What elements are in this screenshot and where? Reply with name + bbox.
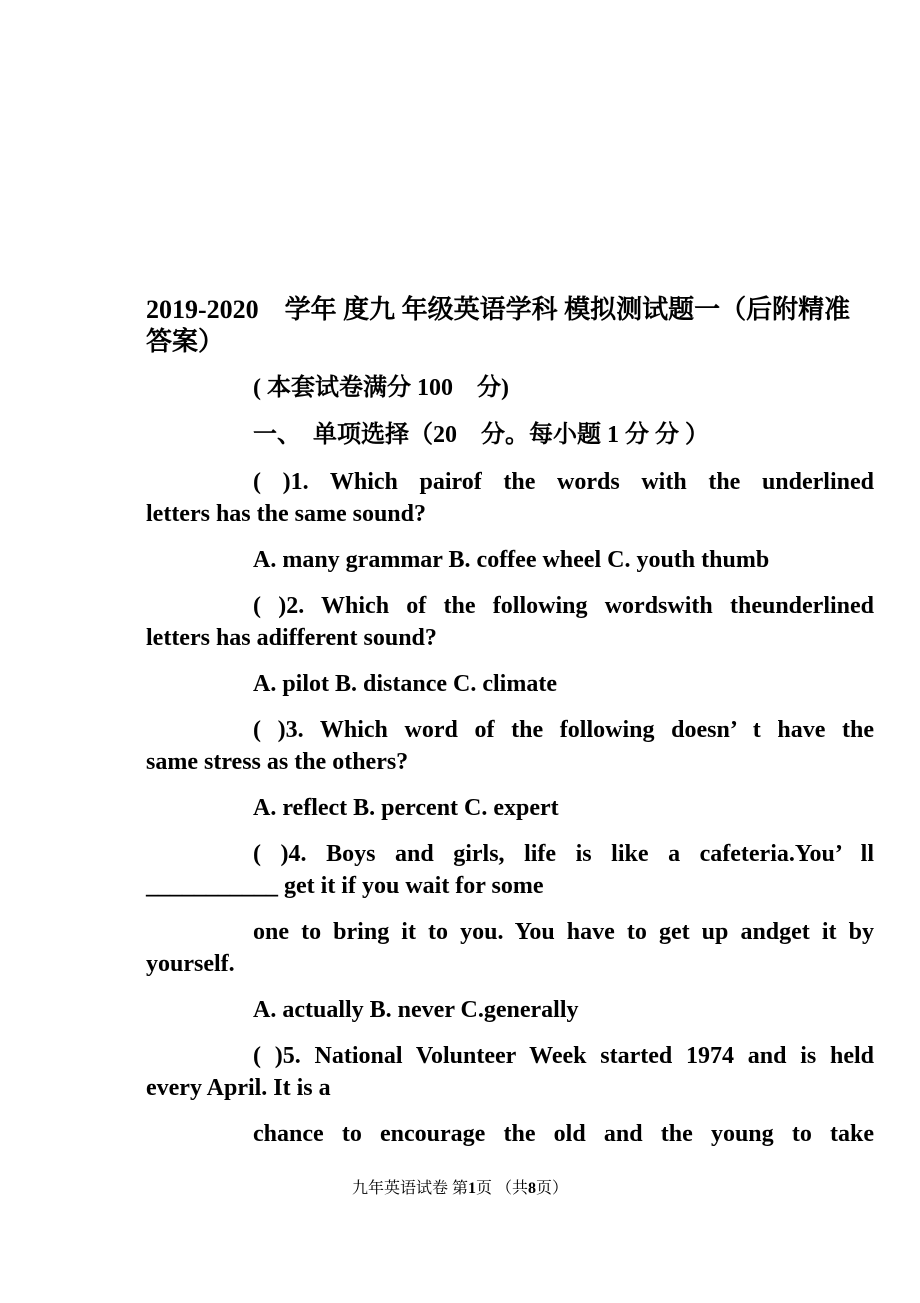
question-4-line-2: ___________ get it if you wait for some — [146, 873, 544, 899]
question-1-options: A. many grammar B. coffee wheel C. youth thumb — [253, 547, 770, 573]
question-4-line-3: one to bring it to you. You have to get up andget it by — [253, 919, 874, 945]
question-3-line-1: ( )3. Which word of the following doesn’ t have the — [253, 717, 874, 743]
footer-total-pages: 8 — [528, 1180, 536, 1197]
question-5-line-3: chance to encourage the old and the young to take — [253, 1121, 874, 1147]
score-note: ( 本套试卷满分 100 分) — [253, 375, 509, 401]
question-1-line-1: ( )1. Which pairof the words with the underlined — [253, 469, 874, 495]
question-4-line-1: ( )4. Boys and girls, life is like a cafeteria.You’ ll — [253, 841, 874, 867]
question-2-line-1: ( )2. Which of the following wordswith theunderlined — [253, 593, 874, 619]
footer-prefix: 九年英语试卷 第 — [351, 1180, 468, 1197]
question-5-line-1: ( )5. National Volunteer Week started 1974 and is held — [253, 1043, 874, 1069]
page-footer — [0, 1178, 920, 1200]
section-heading: 一、 单项选择（20 分。每小题 1 分 分 ） — [253, 422, 709, 448]
question-5-line-2: every April. It is a — [146, 1075, 331, 1101]
exam-title: 2019-2020 学年 度九 年级英语学科 模拟测试题一（后附精准答案） — [146, 295, 851, 356]
question-2-options: A. pilot B. distance C. climate — [253, 671, 557, 697]
question-2-line-2: letters has adifferent sound? — [146, 625, 437, 651]
footer-suffix: 页） — [536, 1180, 569, 1197]
question-4-options: A. actually B. never C.generally — [253, 997, 579, 1023]
footer-page-number: 1 — [467, 1180, 476, 1197]
question-3-line-2: same stress as the others? — [146, 749, 409, 775]
footer-middle: 页 （共 — [475, 1180, 528, 1197]
question-3-options: A. reflect B. percent C. expert — [253, 795, 559, 821]
question-4-line-4: yourself. — [146, 951, 235, 977]
question-1-line-2: letters has the same sound? — [146, 501, 426, 527]
